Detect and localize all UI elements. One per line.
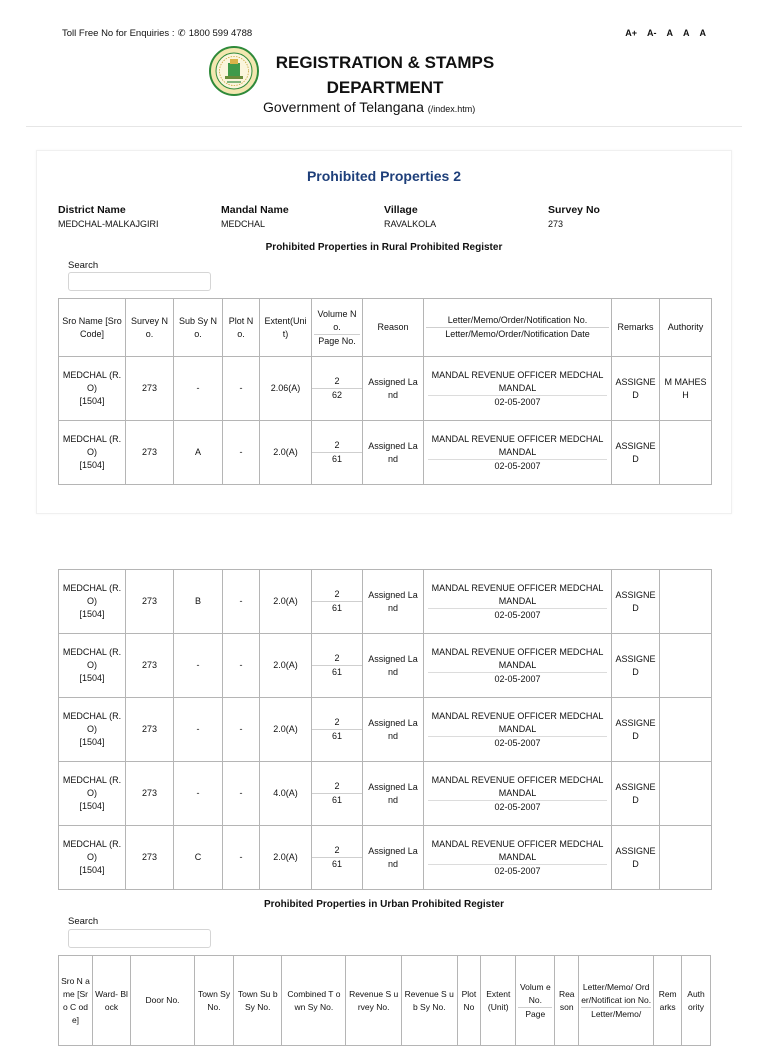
district-field	[58, 203, 159, 231]
volume-page-cell	[312, 357, 363, 421]
col-page-no: Page No.	[314, 334, 360, 348]
authority-cell	[660, 698, 712, 762]
theme-alt-button[interactable]: A	[683, 28, 690, 38]
header-divider	[26, 126, 742, 127]
page-value: 61	[312, 452, 362, 466]
government-home-link[interactable]: (/index.htm)	[427, 104, 476, 114]
table-row	[59, 357, 712, 421]
sro-code: [1504]	[79, 737, 105, 747]
table-row	[59, 762, 712, 826]
survey-cell: 273	[126, 570, 174, 634]
survey-cell: 273	[126, 357, 174, 421]
letter-value: MANDAL REVENUE OFFICER MEDCHAL MANDAL	[431, 646, 604, 670]
col-extent: Extent(Uni t)	[260, 299, 312, 357]
extent-cell: 2.0(A)	[260, 826, 312, 890]
col-volume-page	[312, 299, 363, 357]
col-authority: Authority	[660, 299, 712, 357]
extent-cell: 2.0(A)	[260, 570, 312, 634]
extent-cell: 2.06(A)	[260, 357, 312, 421]
remarks-cell: ASSIGNE D	[612, 634, 660, 698]
letter-value: MANDAL REVENUE OFFICER MEDCHAL MANDAL	[431, 433, 604, 457]
department-title: REGISTRATION & STAMPS DEPARTMENT	[275, 53, 495, 97]
volume-page-cell	[312, 698, 363, 762]
remarks-cell: ASSIGNE D	[612, 570, 660, 634]
urban-col-combined-town-sy-no: Combined T own Sy No.	[282, 956, 346, 1046]
letter-date-value: 02-05-2007	[428, 736, 607, 750]
col-reason: Reason	[363, 299, 424, 357]
page-value: 61	[312, 793, 362, 807]
sro-cell	[59, 634, 126, 698]
sro-code: [1504]	[79, 460, 105, 470]
table-row	[59, 826, 712, 890]
village-field	[384, 203, 436, 231]
volume-page-cell	[312, 826, 363, 890]
letter-cell	[424, 762, 612, 826]
mandal-label: Mandal Name	[221, 204, 289, 216]
remarks-cell: ASSIGNE D	[612, 357, 660, 421]
government-name	[263, 99, 475, 115]
authority-cell	[660, 421, 712, 485]
urban-col-letter-date: Letter/Memo/	[581, 1007, 651, 1021]
remarks-cell: ASSIGNE D	[612, 826, 660, 890]
plot-cell: -	[223, 634, 260, 698]
col-letter-no: Letter/Memo/Order/Notification No.	[447, 315, 588, 325]
mandal-field	[221, 203, 289, 231]
sro-name: MEDCHAL (R. O)	[62, 370, 122, 393]
authority-cell: M MAHES H	[660, 357, 712, 421]
volume-value: 2	[334, 440, 340, 450]
font-decrease-button[interactable]: A-	[647, 28, 657, 38]
survey-cell: 273	[126, 698, 174, 762]
letter-cell	[424, 357, 612, 421]
urban-col-volume-no: Volum e No.	[519, 981, 551, 1005]
rural-register-title: Prohibited Properties in Rural Prohibited Register	[265, 242, 503, 253]
table-row	[59, 570, 712, 634]
sro-cell	[59, 698, 126, 762]
col-volume-no: Volume N o.	[317, 308, 357, 332]
volume-page-cell	[312, 570, 363, 634]
telangana-emblem-logo	[209, 46, 259, 96]
remarks-cell: ASSIGNE D	[612, 698, 660, 762]
letter-cell	[424, 421, 612, 485]
urban-register-title: Prohibited Properties in Urban Prohibited Register	[263, 899, 505, 910]
sub-sy-cell: -	[174, 634, 223, 698]
sub-sy-cell: C	[174, 826, 223, 890]
letter-value: MANDAL REVENUE OFFICER MEDCHAL MANDAL	[431, 710, 604, 734]
urban-col-remarks: Rem arks	[654, 956, 682, 1046]
letter-date-value: 02-05-2007	[428, 672, 607, 686]
volume-value: 2	[334, 653, 340, 663]
remarks-cell: ASSIGNE D	[612, 762, 660, 826]
letter-date-value: 02-05-2007	[428, 459, 607, 473]
sub-sy-cell: -	[174, 698, 223, 762]
urban-col-page: Page	[518, 1007, 552, 1021]
sro-name: MEDCHAL (R. O)	[62, 434, 122, 457]
urban-search-input[interactable]	[68, 929, 211, 948]
col-remarks: Remarks	[612, 299, 660, 357]
urban-col-letter-no: Letter/Memo/ Order/Notificat ion No.	[581, 981, 652, 1005]
survey-label: Survey No	[548, 204, 600, 216]
reason-cell: Assigned La nd	[363, 421, 424, 485]
authority-cell	[660, 634, 712, 698]
survey-cell: 273	[126, 762, 174, 826]
rural-search-label: Search	[68, 260, 99, 271]
letter-cell	[424, 570, 612, 634]
volume-page-cell	[312, 762, 363, 826]
table-row	[59, 634, 712, 698]
font-size-controls	[625, 28, 706, 38]
sro-name: MEDCHAL (R. O)	[62, 711, 122, 734]
page-value: 61	[312, 665, 362, 679]
survey-cell: 273	[126, 421, 174, 485]
theme-default-button[interactable]: A	[666, 28, 673, 38]
rural-register-table	[58, 298, 712, 485]
letter-cell	[424, 698, 612, 762]
authority-cell	[660, 826, 712, 890]
village-label: Village	[384, 204, 418, 216]
sro-cell	[59, 421, 126, 485]
volume-value: 2	[334, 376, 340, 386]
sro-cell	[59, 826, 126, 890]
mandal-value: MEDCHAL	[221, 219, 266, 229]
toll-free-info	[62, 28, 252, 39]
col-letter	[424, 299, 612, 357]
letter-cell	[424, 634, 612, 698]
extent-cell: 2.0(A)	[260, 634, 312, 698]
col-survey-no: Survey N o.	[126, 299, 174, 357]
sro-code: [1504]	[79, 673, 105, 683]
survey-field	[548, 203, 600, 231]
volume-value: 2	[334, 781, 340, 791]
letter-cell	[424, 826, 612, 890]
urban-col-revenue-survey-no: Revenue S urvey No.	[346, 956, 402, 1046]
authority-cell	[660, 570, 712, 634]
sro-name: MEDCHAL (R. O)	[62, 839, 122, 862]
sro-code: [1504]	[79, 801, 105, 811]
theme-contrast-button[interactable]: A	[699, 28, 706, 38]
plot-cell: -	[223, 826, 260, 890]
volume-value: 2	[334, 845, 340, 855]
phone-icon: ✆	[177, 28, 186, 39]
urban-col-door-no: Door No.	[131, 956, 195, 1046]
sub-sy-cell: -	[174, 762, 223, 826]
rural-header-row	[59, 299, 712, 357]
col-sub-sy-no: Sub Sy N o.	[174, 299, 223, 357]
col-sro-name: Sro Name [Sro Code]	[59, 299, 126, 357]
font-increase-button[interactable]: A+	[625, 28, 637, 38]
volume-page-cell	[312, 634, 363, 698]
urban-col-reason: Rea son	[555, 956, 579, 1046]
urban-col-extent: Extent (Unit)	[481, 956, 516, 1046]
sro-cell	[59, 357, 126, 421]
reason-cell: Assigned La nd	[363, 698, 424, 762]
urban-col-letter	[579, 956, 654, 1046]
letter-value: MANDAL REVENUE OFFICER MEDCHAL MANDAL	[431, 369, 604, 393]
letter-value: MANDAL REVENUE OFFICER MEDCHAL MANDAL	[431, 582, 604, 606]
table-row	[59, 421, 712, 485]
table-row	[59, 698, 712, 762]
site-header	[0, 46, 768, 126]
page-value: 61	[312, 857, 362, 871]
urban-col-volume-page	[516, 956, 555, 1046]
survey-value: 273	[548, 219, 564, 229]
reason-cell: Assigned La nd	[363, 634, 424, 698]
letter-date-value: 02-05-2007	[428, 800, 607, 814]
urban-col-town-sy-no: Town Sy No.	[194, 956, 233, 1046]
urban-col-plot-no: Plot No	[457, 956, 481, 1046]
volume-value: 2	[334, 589, 340, 599]
survey-cell: 273	[126, 826, 174, 890]
sro-name: MEDCHAL (R. O)	[62, 647, 122, 670]
reason-cell: Assigned La nd	[363, 826, 424, 890]
plot-cell: -	[223, 357, 260, 421]
urban-col-revenue-sub-sy-no: Revenue S ub Sy No.	[401, 956, 457, 1046]
urban-search-label: Search	[68, 916, 99, 927]
urban-register-table	[58, 955, 711, 1046]
sub-sy-cell: -	[174, 357, 223, 421]
plot-cell: -	[223, 762, 260, 826]
urban-col-authority: Auth ority	[682, 956, 711, 1046]
sro-cell	[59, 762, 126, 826]
urban-col-sro-name: Sro N ame [Sro C ode]	[59, 956, 93, 1046]
letter-date-value: 02-05-2007	[428, 864, 607, 878]
remarks-cell: ASSIGNE D	[612, 421, 660, 485]
extent-cell: 2.0(A)	[260, 421, 312, 485]
letter-value: MANDAL REVENUE OFFICER MEDCHAL MANDAL	[431, 774, 604, 798]
sro-cell	[59, 570, 126, 634]
urban-col-town-sub-sy-no: Town Su b Sy No.	[234, 956, 282, 1046]
survey-cell: 273	[126, 634, 174, 698]
sro-code: [1504]	[79, 396, 105, 406]
volume-page-cell	[312, 421, 363, 485]
urban-header-row	[59, 956, 711, 1046]
district-value: MEDCHAL-MALKAJGIRI	[58, 219, 159, 229]
letter-value: MANDAL REVENUE OFFICER MEDCHAL MANDAL	[431, 838, 604, 862]
government-label: Government of Telangana	[263, 99, 424, 115]
col-letter-date: Letter/Memo/Order/Notification Date	[426, 327, 609, 341]
sro-code: [1504]	[79, 865, 105, 875]
reason-cell: Assigned La nd	[363, 570, 424, 634]
extent-cell: 4.0(A)	[260, 762, 312, 826]
letter-date-value: 02-05-2007	[428, 395, 607, 409]
sro-name: MEDCHAL (R. O)	[62, 583, 122, 606]
plot-cell: -	[223, 698, 260, 762]
rural-search-input[interactable]	[68, 272, 211, 291]
page-value: 62	[312, 388, 362, 402]
authority-cell	[660, 762, 712, 826]
reason-cell: Assigned La nd	[363, 357, 424, 421]
page-title: Prohibited Properties 2	[306, 168, 462, 184]
rural-register-table-continued	[58, 569, 712, 890]
village-value: RAVALKOLA	[384, 219, 437, 229]
letter-date-value: 02-05-2007	[428, 608, 607, 622]
sub-sy-cell: B	[174, 570, 223, 634]
toll-free-number[interactable]: 1800 599 4788	[188, 28, 253, 39]
extent-cell: 2.0(A)	[260, 698, 312, 762]
volume-value: 2	[334, 717, 340, 727]
sro-name: MEDCHAL (R. O)	[62, 775, 122, 798]
top-bar	[62, 28, 706, 42]
reason-cell: Assigned La nd	[363, 762, 424, 826]
plot-cell: -	[223, 570, 260, 634]
col-plot-no: Plot N o.	[223, 299, 260, 357]
sub-sy-cell: A	[174, 421, 223, 485]
plot-cell: -	[223, 421, 260, 485]
page-value: 61	[312, 601, 362, 615]
page-value: 61	[312, 729, 362, 743]
urban-col-ward-block: Ward- Block	[92, 956, 130, 1046]
toll-free-label: Toll Free No for Enquiries :	[62, 28, 175, 39]
district-label: District Name	[58, 204, 126, 216]
sro-code: [1504]	[79, 609, 105, 619]
